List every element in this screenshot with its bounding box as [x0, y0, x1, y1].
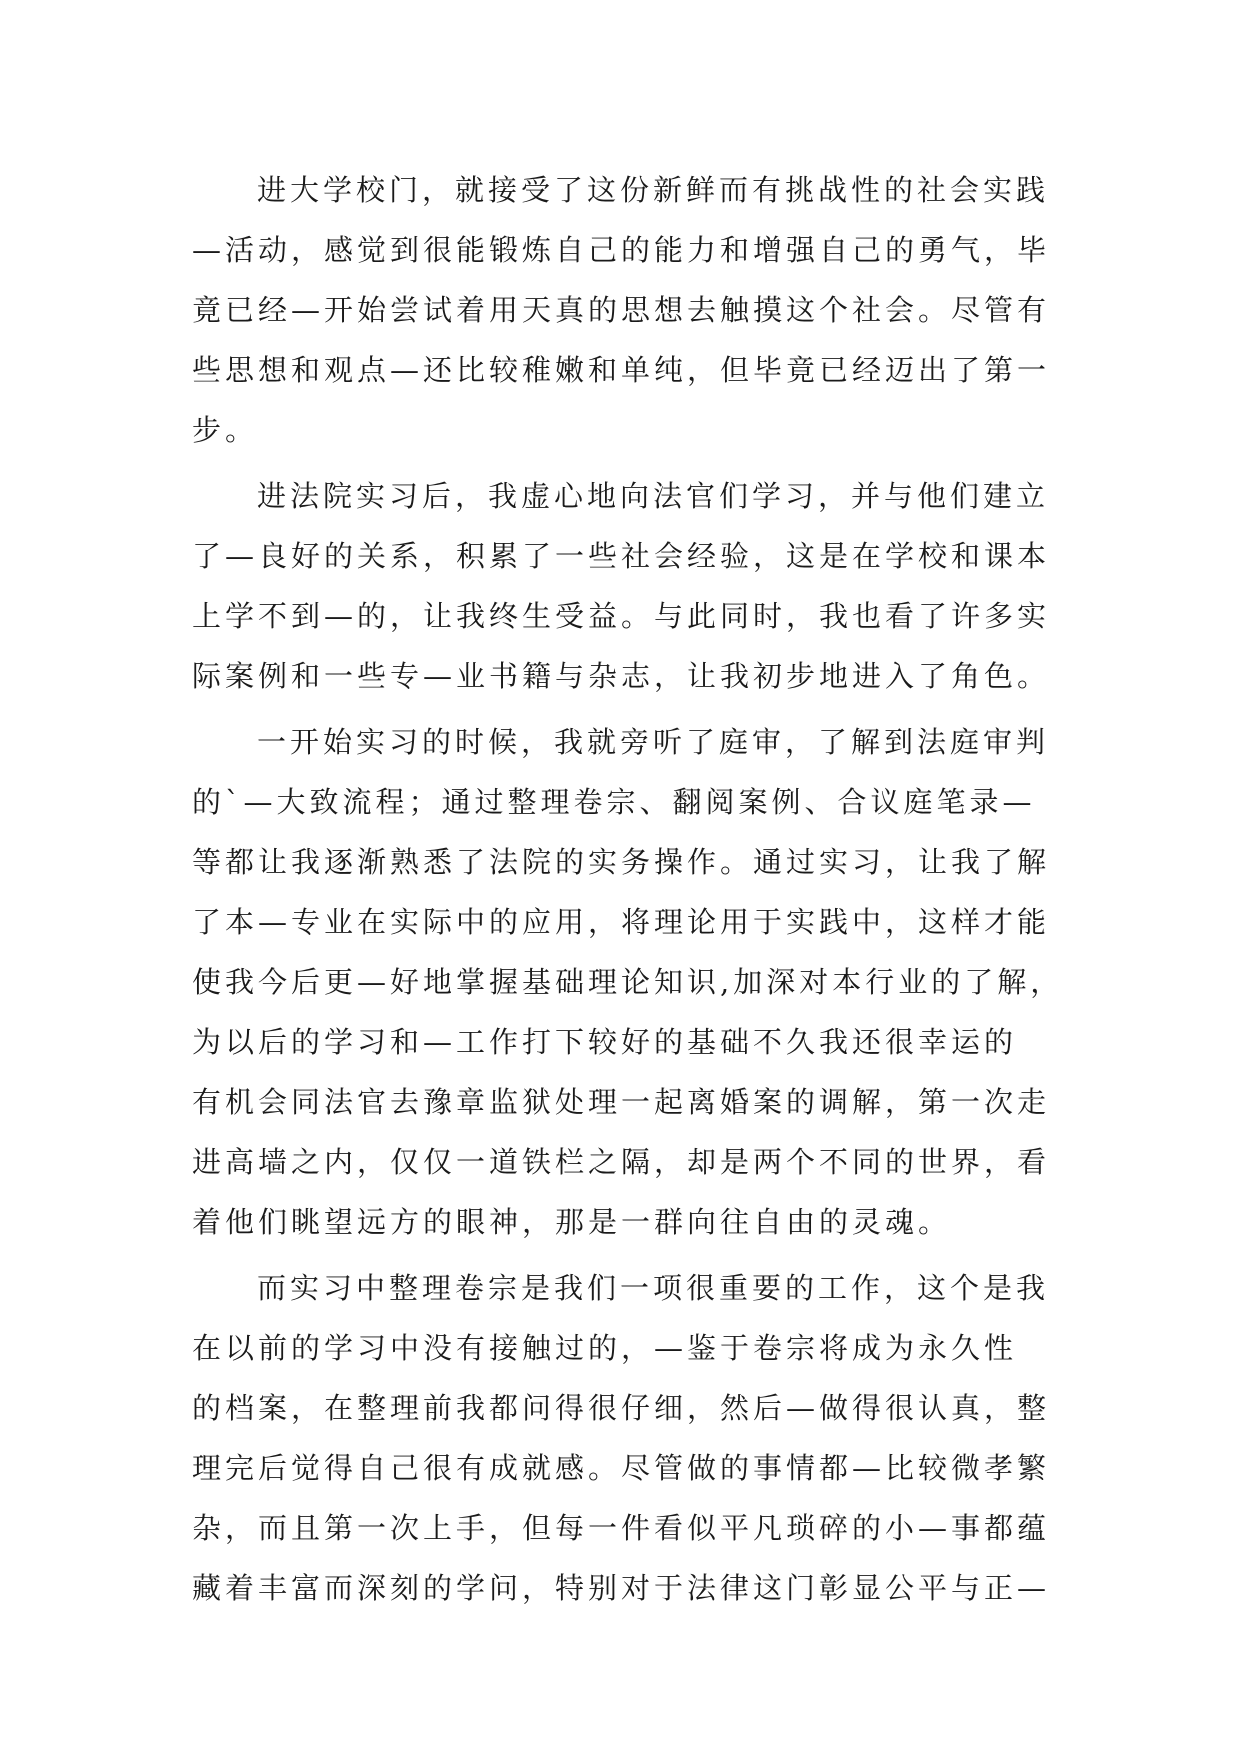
text-line: 杂，而且第一次上手，但每一件看似平凡琐碎的小—事都蕴	[192, 1511, 1051, 1545]
text-line: 藏着丰富而深刻的学问，特别对于法律这门彰显公平与正—	[192, 1571, 1051, 1605]
document-body	[192, 160, 1064, 1624]
text-line: 步。	[192, 413, 259, 447]
text-line: 了本—专业在实际中的应用，将理论用于实践中，这样才能	[192, 905, 1051, 939]
text-line: 为以后的学习和—工作打下较好的基础不久我还很幸运的	[192, 1025, 1018, 1059]
text-line: 进大学校门，就接受了这份新鲜而有挑战性的社会实践	[257, 173, 1050, 207]
text-line: 上学不到—的，让我终生受益。与此同时，我也看了许多实	[192, 599, 1051, 633]
text-line: 着他们眺望远方的眼神，那是一群向往自由的灵魂。	[192, 1205, 952, 1239]
text-line: 理完后觉得自己很有成就感。尽管做的事情都—比较微孝繁	[192, 1451, 1051, 1485]
text-line: —活动，感觉到很能锻炼自己的能力和增强自己的勇气，毕	[192, 233, 1051, 267]
text-line: 的档案，在整理前我都问得很仔细，然后—做得很认真，整	[192, 1391, 1051, 1425]
text-line: 进高墙之内，仅仅一道铁栏之隔，却是两个不同的世界，看	[192, 1145, 1051, 1179]
text-line: 等都让我逐渐熟悉了法院的实务操作。通过实习，让我了解	[192, 845, 1051, 879]
text-line: 进法院实习后，我虚心地向法官们学习，并与他们建立	[257, 479, 1050, 513]
text-line: 些思想和观点—还比较稚嫩和单纯，但毕竟已经迈出了第一	[192, 353, 1051, 387]
paragraph-3	[192, 712, 1064, 1252]
text-line: 了—良好的关系，积累了一些社会经验，这是在学校和课本	[192, 539, 1051, 573]
text-line: 有机会同法官去豫章监狱处理一起离婚案的调解，第一次走	[192, 1085, 1051, 1119]
text-line: 竟已经—开始尝试着用天真的思想去触摸这个社会。尽管有	[192, 293, 1051, 327]
paragraph-4	[192, 1258, 1057, 1618]
text-line: 一开始实习的时候，我就旁听了庭审，了解到法庭审判	[257, 725, 1050, 759]
text-line: 的`—大致流程；通过整理卷宗、翻阅案例、合议庭笔录—	[192, 785, 1036, 819]
paragraph-1	[192, 160, 1057, 460]
text-line: 而实习中整理卷宗是我们一项很重要的工作，这个是我	[257, 1271, 1050, 1305]
text-line: 际案例和一些专—业书籍与杂志，让我初步地进入了角色。	[192, 659, 1051, 693]
text-line: 在以前的学习中没有接触过的，—鉴于卷宗将成为永久性	[192, 1331, 1018, 1365]
paragraph-2	[192, 466, 1057, 706]
text-line: 使我今后更—好地掌握基础理论知识,加深对本行业的了解，	[192, 965, 1064, 999]
